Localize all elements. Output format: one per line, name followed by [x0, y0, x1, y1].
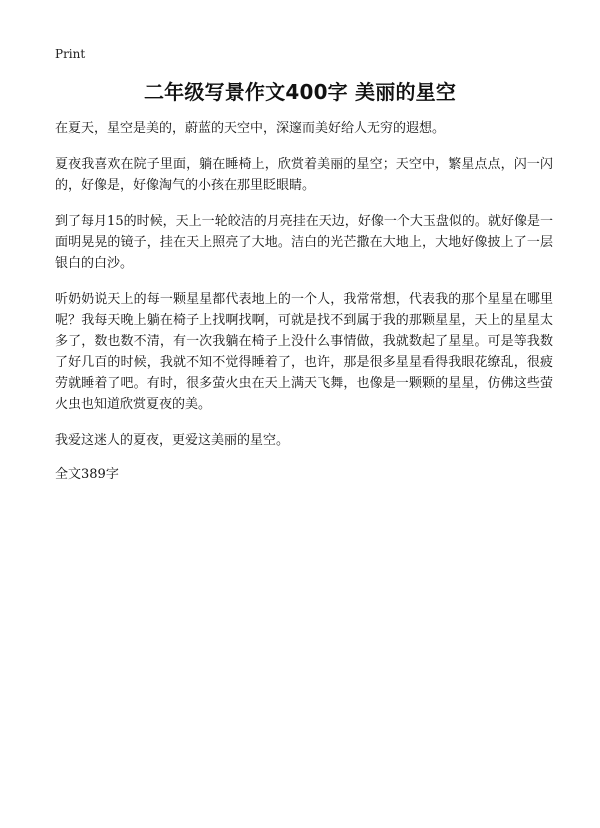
article-paragraph: 夏夜我喜欢在院子里面，躺在睡椅上，欣赏着美丽的星空；天空中，繁星点点，闪一闪的，好像是，好像淘气的小孩在那里眨眼睛。	[55, 157, 553, 193]
article-paragraph: 在夏天，星空是美的，蔚蓝的天空中，深邃而美好给人无穷的遐想。	[55, 121, 446, 136]
article-paragraph: 到了每月15的时候，天上一轮皎洁的月亮挂在天边，好像一个大玉盘似的。就好像是一面明晃晃的镜子，挂在天上照亮了大地。洁白的光芒撒在大地上，大地好像披上了一层银白的白沙。	[55, 214, 553, 271]
article-body	[55, 118, 553, 484]
word-count: 全文389字	[55, 467, 119, 482]
print-link[interactable]: Print	[55, 47, 86, 61]
article-title: 二年级写景作文400字 美丽的星空	[143, 80, 457, 104]
article-paragraph: 听奶奶说天上的每一颗星星都代表地上的一个人，我常常想，代表我的那个星星在哪里呢？我每天晚上躺在椅子上找啊找啊，可就是找不到属于我的那颗星星，天上的星星太多了，数也数不清，有一次我躺在椅子上没什么事情做，我就数起了星星。可是等我数了好几百的时候，我就不知不觉得睡着了，也许，那是很多星星看得我眼花缭乱，很疲劳就睡着了吧。有时，很多萤火虫在天上满天飞舞，也像是一颗颗的星星，仿佛这些萤火虫也知道欣赏夏夜的美。	[55, 292, 553, 412]
article-paragraph: 我爱这迷人的夏夜，更爱这美丽的星空。	[55, 433, 290, 448]
